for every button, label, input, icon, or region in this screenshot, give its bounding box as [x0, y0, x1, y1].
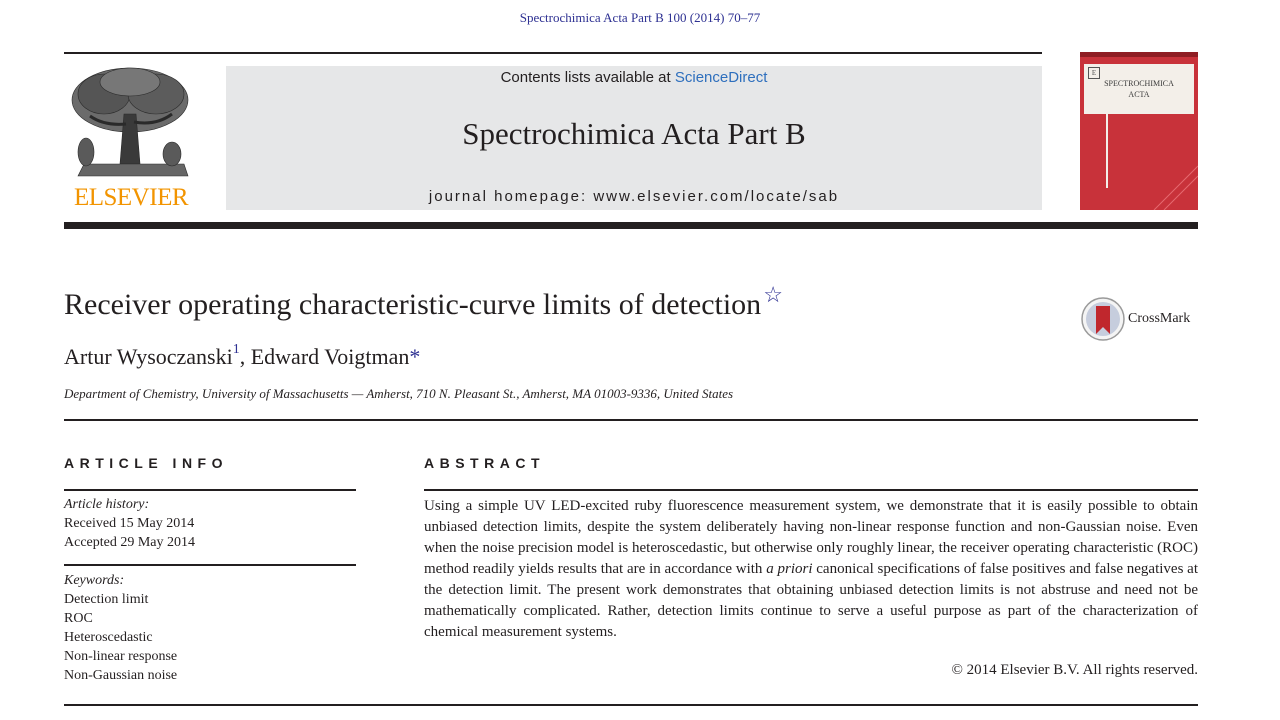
keywords-label: Keywords: [64, 573, 125, 588]
author-separator: , [239, 344, 251, 369]
journal-homepage-link[interactable]: journal homepage: www.elsevier.com/locate/sab [428, 188, 840, 205]
article-history [64, 495, 195, 552]
author-name: Edward Voigtman [250, 344, 410, 369]
top-rule [64, 52, 1042, 54]
keyword-item: ROC [64, 611, 93, 626]
sciencedirect-link[interactable]: ScienceDirect [674, 69, 768, 86]
abstract-text-part2: canonical specifications of false positives and false negatives at the detection limit. The present work demonstrates that obtaining unbiased detection limits is not abstruse and need not be mathematically complicated. Rather, detection limits continue to serve a useful purpose as part of the characterization of chemical measurement systems. [424, 561, 1199, 640]
title-footnote-star[interactable]: ☆ [763, 282, 783, 307]
copyright-notice: © 2014 Elsevier B.V. All rights reserved. [951, 662, 1198, 678]
abstract-text-italic: a priori [766, 561, 813, 577]
article-title [64, 282, 783, 322]
crossmark-label: CrossMark [1128, 311, 1191, 326]
keyword-item: Non-Gaussian noise [64, 668, 178, 683]
author-affiliation-mark[interactable]: 1 [232, 342, 240, 357]
bottom-rule [64, 704, 1198, 706]
keywords-rule [64, 564, 356, 566]
abstract-heading: ABSTRACT [424, 455, 545, 471]
cover-elsevier-mark: E [1088, 67, 1100, 79]
corresponding-author-mark[interactable]: * [409, 344, 421, 369]
journal-citation[interactable]: Spectrochimica Acta Part B 100 (2014) 70–77 [519, 10, 761, 25]
article-title-text: Receiver operating characteristic-curve limits of detection [64, 288, 762, 321]
section-divider [64, 419, 1198, 421]
article-info-rule [64, 489, 356, 491]
header-divider [64, 222, 1198, 229]
cover-title-line2: ACTA [1128, 90, 1150, 99]
cover-label [1084, 64, 1194, 114]
author-list [64, 344, 420, 370]
journal-title[interactable]: Spectrochimica Acta Part B [462, 116, 806, 151]
history-label: Article history: [64, 497, 150, 512]
keyword-item: Non-linear response [64, 649, 178, 664]
cover-top-band [1080, 52, 1198, 57]
cover-stripe [1106, 114, 1108, 188]
abstract-text-part1: Using a simple UV LED-excited ruby fluorescence measurement system, we demonstrate that it is easily possible to obtain unbiased detection limits, despite the system deliberately having non-linear response function and non-Gaussian noise. Even when the noise precision model is heteroscedastic, but otherwise only roughly linear, the receiver operating characteristic (ROC) method readily yields results that are in accordance with [424, 498, 1198, 577]
cover-title-line1: SPECTROCHIMICA [1104, 79, 1174, 88]
contents-line [226, 69, 1042, 86]
keyword-item: Heteroscedastic [64, 630, 153, 645]
cover-decoration [1150, 162, 1198, 210]
accepted-date: Accepted 29 May 2014 [64, 535, 196, 550]
cover-title [1084, 78, 1194, 100]
elsevier-wordmark[interactable]: ELSEVIER [73, 184, 189, 211]
author-name: Artur Wysoczanski [64, 344, 233, 369]
crossmark-icon [1080, 296, 1126, 342]
contents-prefix: Contents lists available at [500, 69, 675, 86]
keyword-list [64, 571, 177, 685]
crossmark-badge[interactable] [1080, 296, 1200, 344]
article-info-heading: ARTICLE INFO [64, 455, 228, 471]
abstract-text [424, 496, 1198, 643]
abstract-rule [424, 489, 1198, 491]
received-date: Received 15 May 2014 [64, 516, 195, 531]
author-affiliation: Department of Chemistry, University of Massachusetts — Amherst, 710 N. Pleasant St., Amherst, MA 01003-9336, United States [64, 386, 734, 401]
keyword-item: Detection limit [64, 592, 149, 607]
journal-banner [226, 66, 1042, 210]
journal-cover-thumbnail[interactable] [1080, 52, 1198, 210]
